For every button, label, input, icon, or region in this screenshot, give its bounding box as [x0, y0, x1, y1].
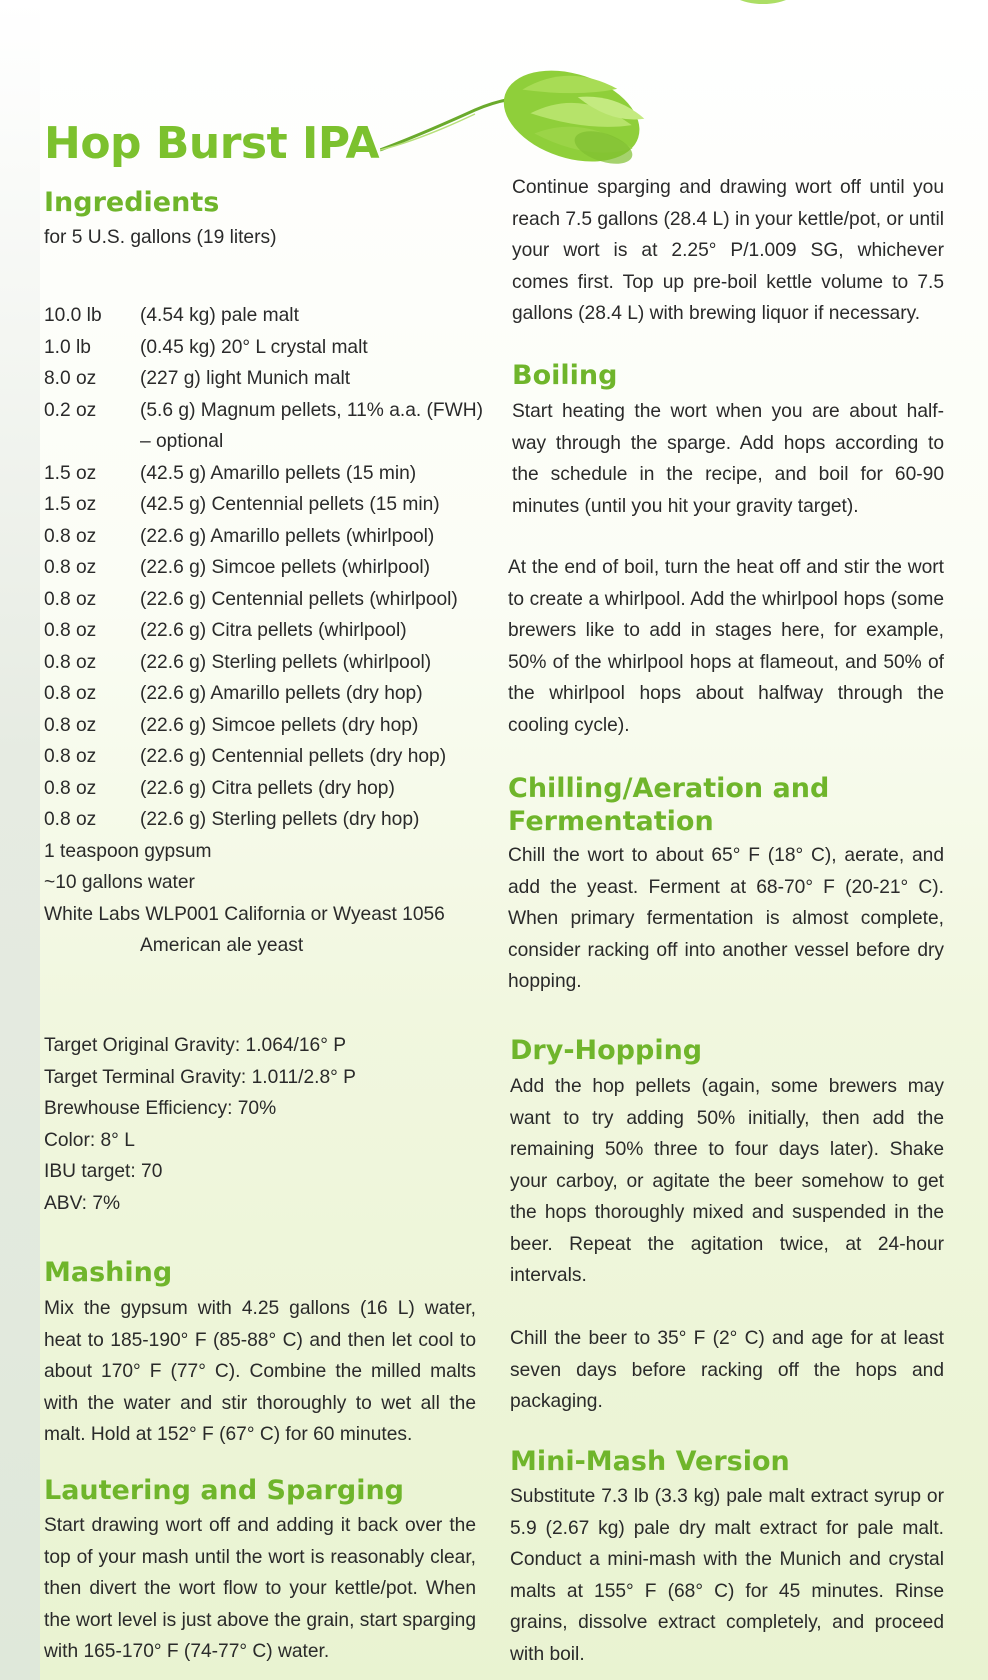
mashing-heading: Mashing: [44, 1257, 173, 1288]
chilling-text: Chill the wort to about 65° F (18° C), aerate, and add the yeast. Ferment at 68-70° F (20-21° C). When primary fermentation is almost complete, consider racking off into another vessel before dry hopping.: [508, 845, 944, 992]
ingredient-amount: 0.8 oz: [44, 557, 97, 578]
ingredient-description: (227 g) light Munich malt: [140, 368, 351, 389]
target-stats: [44, 1030, 356, 1219]
ingredient-amount: 0.8 oz: [44, 651, 97, 673]
ingredient-yeast-line-1: White Labs WLP001 California or Wyeast 1056: [44, 903, 445, 925]
minimash-heading: Mini-Mash Version: [510, 1446, 790, 1477]
ingredient-amount: 0.2 oz: [44, 399, 97, 421]
sparging-continue-text: Continue sparging and drawing wort off until you reach 7.5 gallons (28.4 L) in your kettle/pot, or until your wort is at 2.25° P/1.009 SG, whichever comes first. Top up pre-boil kettle volume to 7.5 gallons (28.4 L) with brewing liquor if necessary.: [512, 177, 944, 324]
dryhop-text-1: Add the hop pellets (again, some brewers may want to try adding 50% initially, then add the remaining 50% three to four days later). Shake your carboy, or agitate the beer somehow to get the hops thoroughly mixed and suspended in the beer. Repeat the agitation twice, at 24-hour intervals.: [510, 1076, 944, 1286]
ingredient-row: [44, 489, 484, 521]
ingredient-row: [44, 332, 484, 364]
ingredient-description: (22.6 g) Simcoe pellets (whirlpool): [140, 557, 431, 578]
ingredient-water: ~10 gallons water: [44, 872, 195, 893]
dryhop-heading: Dry-Hopping: [510, 1035, 703, 1066]
target-stat: Brewhouse Efficiency: 70%: [44, 1098, 277, 1119]
ingredient-description: (22.6 g) Simcoe pellets (dry hop): [140, 714, 419, 736]
ingredient-amount: 0.8 oz: [44, 525, 97, 547]
ingredient-description: (22.6 g) Citra pellets (whirlpool): [140, 620, 407, 641]
ingredient-row: [44, 521, 484, 553]
ingredient-description: (22.6 g) Centennial pellets (dry hop): [140, 746, 447, 767]
ingredient-amount: 0.8 oz: [44, 588, 97, 610]
chilling-heading-line-1: Chilling/Aeration and: [508, 773, 830, 804]
ingredient-row: [44, 678, 484, 710]
boiling-heading: Boiling: [512, 360, 618, 391]
ingredient-row: [44, 300, 484, 332]
minimash-text: Substitute 7.3 lb (3.3 kg) pale malt extract syrup or 5.9 (2.67 kg) pale dry malt extract for pale malt. Conduct a mini-mash with the Munich and crystal malts at 155° F (68° C) for 45 minutes. Rinse grains, dissolve extract completely, and proceed with boil.: [510, 1486, 944, 1665]
ingredient-description: (22.6 g) Amarillo pellets (whirlpool): [140, 525, 435, 547]
ingredient-description: (22.6 g) Citra pellets (dry hop): [140, 777, 395, 799]
boiling-text-1: Start heating the wort when you are about half-way through the sparge. Add hops according to the schedule in the recipe, and boil for 60-90 minutes (until you hit your gravity target).: [512, 401, 944, 517]
ingredient-row: [44, 615, 484, 647]
chilling-heading: [508, 772, 829, 838]
hop-cone-icon: [380, 40, 670, 170]
ingredient-amount: 10.0 lb: [44, 305, 102, 326]
target-stat: ABV: 7%: [44, 1192, 121, 1214]
ingredient-description: (5.6 g) Magnum pellets, 11% a.a. (FWH) – optional: [140, 399, 484, 452]
ingredient-row: [44, 395, 484, 458]
ingredient-amount: 0.8 oz: [44, 746, 97, 767]
ingredient-row: [44, 363, 484, 395]
ingredient-description: (22.6 g) Centennial pellets (whirlpool): [140, 588, 458, 610]
ingredient-row: [44, 804, 484, 836]
ingredient-yeast-line-2: American ale yeast: [140, 935, 304, 956]
chilling-heading-line-2: Fermentation: [508, 806, 714, 837]
ingredient-gypsum: 1 teaspoon gypsum: [44, 840, 212, 862]
batch-size: for 5 U.S. gallons (19 liters): [44, 227, 277, 248]
ingredient-amount: 0.8 oz: [44, 777, 97, 799]
ingredient-amount: 1.5 oz: [44, 494, 97, 515]
ingredient-description: (22.6 g) Sterling pellets (dry hop): [140, 809, 420, 830]
ingredient-amount: 0.8 oz: [44, 714, 97, 736]
ingredient-description: (22.6 g) Sterling pellets (whirlpool): [140, 651, 432, 673]
dryhop-text-2: Chill the beer to 35° F (2° C) and age for at least seven days before racking off the hops and packaging.: [510, 1328, 944, 1412]
ingredient-amount: 1.5 oz: [44, 462, 97, 484]
ingredient-row: [44, 741, 484, 773]
ingredient-list: [44, 300, 484, 962]
lautering-heading: Lautering and Sparging: [44, 1475, 404, 1506]
ingredient-amount: 1.0 lb: [44, 336, 91, 358]
ingredient-amount: 8.0 oz: [44, 368, 97, 389]
ingredient-row: [44, 458, 484, 490]
ingredient-row: [44, 552, 484, 584]
ingredient-row: [44, 647, 484, 679]
ingredient-description: (22.6 g) Amarillo pellets (dry hop): [140, 683, 423, 704]
ingredient-description: (4.54 kg) pale malt: [140, 305, 299, 326]
ingredient-row: [44, 710, 484, 742]
ingredients-heading: Ingredients: [44, 187, 220, 218]
ingredient-amount: 0.8 oz: [44, 683, 97, 704]
ingredient-amount: 0.8 oz: [44, 809, 97, 830]
target-stat: Target Original Gravity: 1.064/16° P: [44, 1035, 347, 1056]
ingredient-amount: 0.8 oz: [44, 620, 97, 641]
mashing-text: Mix the gypsum with 4.25 gallons (16 L) water, heat to 185-190° F (85-88° C) and then let cool to about 170° F (77° C). Combine the milled malts with the water and stir thoroughly to wet all the malt. Hold at 152° F (67° C) for 60 minutes.: [44, 1298, 476, 1445]
ingredient-row: [44, 773, 484, 805]
ingredient-description: (42.5 g) Amarillo pellets (15 min): [140, 462, 417, 484]
ingredient-description: (42.5 g) Centennial pellets (15 min): [140, 494, 440, 515]
ingredient-description: (0.45 kg) 20° L crystal malt: [140, 336, 368, 358]
hop-leaf-icon: [718, 0, 808, 10]
ingredient-row: [44, 584, 484, 616]
boiling-text-2: At the end of boil, turn the heat off and stir the wort to create a whirlpool. Add the whirlpool hops (some brewers like to add in stages here, for example, 50% of the whirlpool hops at flameout, and 50% of the whirlpool hops about halfway through the cooling cycle).: [508, 557, 944, 736]
lautering-text: Start drawing wort off and adding it back over the top of your mash until the wort is reasonably clear, then divert the wort flow to your kettle/pot. When the wort level is just above the grain, start sparging with 165-170° F (74-77° C) water.: [44, 1515, 476, 1662]
page-left-margin: [0, 0, 40, 1680]
target-stat: IBU target: 70: [44, 1161, 163, 1182]
target-stat: Target Terminal Gravity: 1.011/2.8° P: [44, 1066, 356, 1088]
recipe-title: Hop Burst IPA: [44, 118, 380, 169]
target-stat: Color: 8° L: [44, 1129, 135, 1151]
